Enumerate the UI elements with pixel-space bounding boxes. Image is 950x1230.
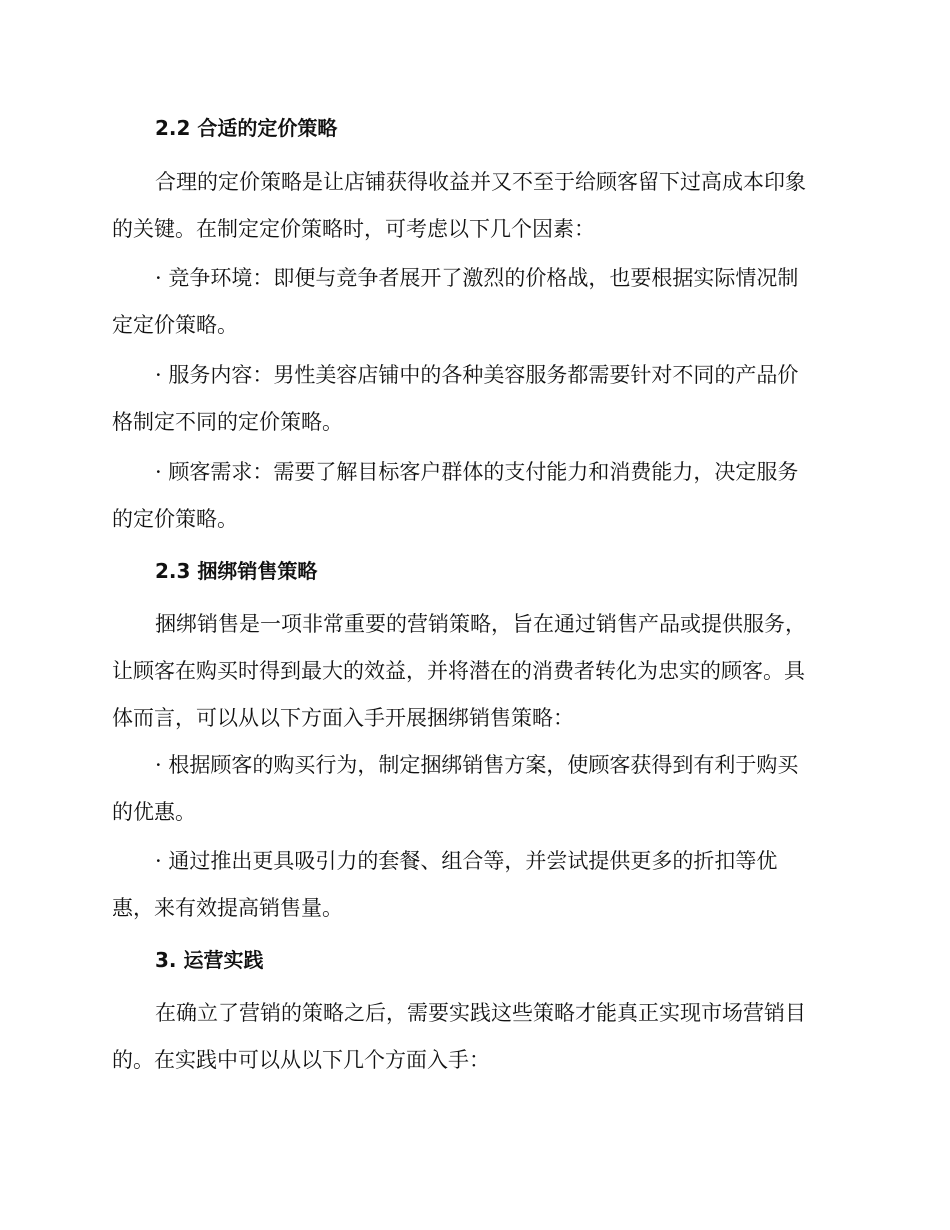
text-line: · 服务内容：男性美容店铺中的各种美容服务都需要针对不同的产品价 [155, 363, 799, 387]
paragraph-pricing-intro [112, 159, 832, 253]
text-line: 的定价策略。 [112, 507, 238, 531]
text-line: 的。在实践中可以从以下几个方面入手： [112, 1048, 490, 1072]
section-heading-pricing: 2.2 合适的定价策略 [155, 116, 338, 140]
paragraph-bundling-intro [112, 601, 832, 742]
text-line: 的关键。在制定定价策略时，可考虑以下几个因素： [112, 217, 595, 241]
text-line: 格制定不同的定价策略。 [112, 410, 343, 434]
text-line: · 通过推出更具吸引力的套餐、组合等，并尝试提供更多的折扣等优 [155, 849, 778, 873]
bullet-item-service [112, 352, 832, 446]
text-line: 让顾客在购买时得到最大的效益，并将潜在的消费者转化为忠实的顾客。具 [112, 659, 805, 683]
section-heading-practice: 3. 运营实践 [155, 948, 264, 972]
text-line: 在确立了营销的策略之后，需要实践这些策略才能真正实现市场营销目 [155, 1001, 806, 1025]
text-line: 定定价策略。 [112, 313, 238, 337]
bullet-item-demand [112, 449, 832, 543]
text-line: · 根据顾客的购买行为，制定捆绑销售方案，使顾客获得到有利于购买 [155, 753, 799, 777]
bullet-item-bundle-plan [112, 742, 832, 836]
bullet-item-packages [112, 838, 832, 932]
paragraph-practice-intro [112, 990, 832, 1084]
text-line: 合理的定价策略是让店铺获得收益并又不至于给顾客留下过高成本印象 [155, 170, 806, 194]
text-line: 的优惠。 [112, 800, 196, 824]
section-heading-bundling: 2.3 捆绑销售策略 [155, 559, 318, 583]
text-line: · 竞争环境：即便与竞争者展开了激烈的价格战，也要根据实际情况制 [155, 266, 799, 290]
bullet-item-competition [112, 255, 832, 349]
text-line: 惠，来有效提高销售量。 [112, 896, 343, 920]
text-line: 捆绑销售是一项非常重要的营销策略，旨在通过销售产品或提供服务， [155, 612, 806, 636]
text-line: · 顾客需求：需要了解目标客户群体的支付能力和消费能力，决定服务 [155, 460, 799, 484]
text-line: 体而言，可以从以下方面入手开展捆绑销售策略： [112, 706, 574, 730]
